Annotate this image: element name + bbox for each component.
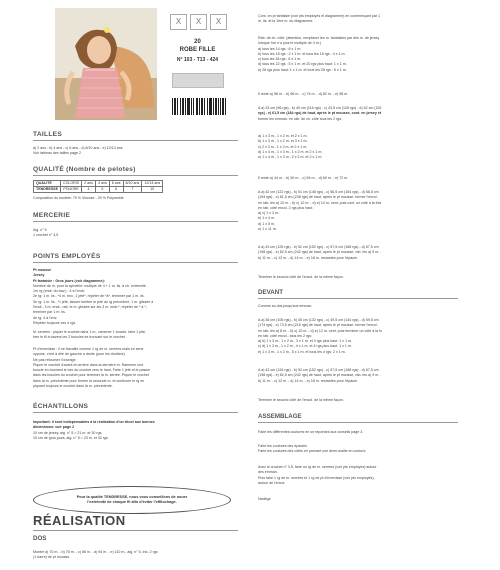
paragraph: [258, 190, 381, 232]
table-cell: 4 ans: [95, 181, 109, 187]
dos-text: [33, 550, 158, 561]
paragraph: [258, 465, 377, 486]
paragraph: Comme au dos jusqu'aux emman.: [258, 304, 313, 308]
text-line: A a) 43 cm (126 rgs) - b) 52 cm (152 rgs) - c) 57,5 cm (168 rgs) - d) 67,5 cm: [258, 368, 379, 372]
text-line: 1 crochet n° 3,5: [33, 233, 59, 238]
table-cell: 10: [142, 187, 163, 193]
text-line: b) 11 m. - c) 12 m. - d) 14 m. - e) 18 m. restantes pour l'épaule.: [258, 255, 359, 260]
text-line: Ne pas retourner l'ouvrage.: [33, 357, 77, 362]
points-title: POINTS EMPLOYÉS: [33, 253, 101, 260]
paragraph: Il reste a) 58 m. - b) 66 m. - c) 74 m. - d) 82 m. - e) 98 m.: [258, 92, 349, 96]
text-line: (198 rgs) - e) 82,5 cm (242 rgs) de haut, après le pt mousse, rab. les a) 9 m. -: [258, 250, 382, 255]
paragraph: [258, 14, 380, 25]
paragraph: [258, 318, 382, 355]
text-line: e) 28 rgs plus haut: 1 x 1 m. et tous les 26 rgs : 5 x 1 m.: [258, 67, 347, 72]
realisation-title: RÉALISATION: [33, 513, 126, 528]
table-cell: 6 ans: [109, 181, 123, 187]
text-line: b) 11 m. - c) 12 m. - d) 14 m. - e) 18 m. restantes pour l'épaule.: [258, 378, 359, 383]
text-line: Faire les coutures des côtés en prenant une demi-maille en couture.: [258, 449, 367, 454]
text-line: Cont. en pt fantaisie (voir pts employés et diagramme) en commençant par 1: [258, 14, 381, 18]
text-line: b) 1 x 4 m.: [258, 216, 275, 221]
text-line: en rab. côté encol., tous les 2 rgs:: [258, 333, 312, 338]
text-line: A a) 36 cm (106 rgs) - b) 45 cm (132 rgs) - c) 49,5 cm (144 rgs) - d) 59,5 cm: [258, 318, 379, 322]
divider: [33, 262, 238, 263]
text-line: c) tous les 18 rgs : 6 x 1 m.: [258, 57, 302, 62]
divider: [258, 298, 458, 299]
paragraph: [258, 444, 366, 455]
text-line: Pt mousse: [33, 268, 52, 272]
table-cell: 4: [82, 187, 96, 193]
table-row: [34, 187, 163, 193]
text-line: rgs) - e) 61,5 cm (184 rgs) de haut, après le pt mousse, cont. en jersey et: [258, 111, 382, 116]
text-line: b) 1 x 3 m., 1 x 2 m. et 3 x 1 m.: [258, 139, 308, 144]
text-line: Monter a) 70 m. - b) 78 m. - c) 86 m. - d) 94 m. - e) 110 m., aig. n° 5. trio. 2 rgs: [33, 550, 158, 554]
model-ref: N° 103 - T13 - 424: [176, 57, 219, 63]
text-line: d) 1 x 5 m.: [258, 221, 275, 226]
text-line: c) 2 x 3 m., 1 x 2 m. et 2 x 1 m.: [258, 144, 308, 149]
text-line: l'endr., 3 m. endr., rab. le m. glissée sur les 3 m. endr.*; répéter de * à *;: [33, 305, 147, 310]
text-line: M. serrées : piquer le crochet dans 1 m., ramener 1 boucle, faire 1 jeté,: [33, 330, 147, 334]
signature: Nadège: [258, 497, 271, 501]
text-line: boucle en tournant le bec du crochet vers le haut. Faire 1 jeté et le passer: [33, 368, 151, 373]
text-line: c) d) 1 x 3 m., 1 x 2 m., 4 x 1 m. et 4 rgs plus haut: 1 x 1 m.: [258, 344, 352, 349]
paragraph: Il reste a) 44 m. - b) 50 m. - c) 54 m. - d) 60 m. - e) 72 m.: [258, 176, 349, 180]
text-line: 10 cm de gros jours, aig. n° 5 = 23 m. et 32 rgs.: [33, 435, 109, 440]
text-line: (1 barre) de pt mousse.: [33, 555, 71, 560]
text-line: en rab. côté encol. 2 rgs plus haut:: [258, 205, 314, 210]
text-line: d) 1 x 4 m., 1 x 3 m., 1 x 2 m. et 2 x 1 m.: [258, 149, 323, 154]
paragraph: [258, 245, 381, 261]
text-line: Pt d'écrevisse : Il se travaille comme 1 rg de m. serrées mais en sens: [33, 347, 144, 351]
paragraph: Terminer le second côté de l'encol. de la même façon.: [258, 398, 344, 402]
text-line: autour de l'encol.: [258, 480, 286, 485]
tendresse-tip-oval: [33, 486, 231, 514]
text-line: dimensions: voir page 2: [33, 425, 75, 430]
text-line: Jersey: [33, 273, 45, 278]
paragraph: Faire les différentes coutures en se reportant aux conseils page 3.: [258, 430, 364, 434]
text-line: A a) 33 cm (96 rgs) - b) 40 cm (116 rgs) - c) 43,5 cm (126 rgs) - d) 52 cm (152: [258, 106, 382, 110]
table-cell: QUALITE: [34, 181, 61, 187]
barcode-icon: [170, 96, 228, 120]
echantillons-title: ÉCHANTILLONS: [33, 403, 89, 410]
text-line: 10 cm de jersey, aig. n° 5 = 21 m. et 30 rgs.: [33, 430, 103, 435]
text-line: dans les boucles du crochet pour terminer la m. serrée. Piquer le crochet: [33, 373, 149, 378]
ecrevisse-text: [33, 347, 150, 389]
table-cell: 12/14 ans: [142, 181, 163, 187]
table-cell: 2 ans: [82, 181, 96, 187]
dos-title: DOS: [33, 535, 47, 542]
composition-text: Composition du modèle: 75 % Viscose - 25 % Polyamide: [33, 196, 124, 200]
text-line: dans la m. précédente pour former la seconde m. et continuer le rg en: [33, 378, 145, 383]
text-line: Avec le crochet n° 3,5, faire un rg de m. serrées (voir pts employés) autour: [258, 465, 377, 469]
header-box: X: [210, 14, 227, 30]
text-line: tirer le fil à travers les 2 boucles se trouvant sur le crochet.: [33, 335, 126, 340]
text-line: d) tous les 22 rgs : 5 x 1 m. et 20 rgs plus haut: 1 x 1 m.: [258, 62, 347, 67]
text-line: 1er rg (endr. du trav.) : 4 à l'endr.: [33, 289, 85, 294]
text-line: 2e rg: 1 m. lis., *4 m. env., 1 jeté*, répéter de *à*, terminer par 1 m. lis.: [33, 294, 145, 299]
model-photo: [55, 8, 157, 120]
tailles-title: TAILLES: [33, 131, 63, 138]
divider: [33, 175, 238, 176]
text-line: A a) 43 cm (126 rgs) - b) 52 cm (152 rgs) - c) 57,5 cm (168 rgs) - d) 67,5 cm: [258, 245, 379, 249]
text-line: lorsque l'on n'a plus le multiple de 4 m.): [258, 41, 321, 46]
text-line: 4e rg: 4 à l'env.: [33, 315, 58, 320]
mercerie-title: MERCERIE: [33, 212, 71, 219]
mercerie-text: [33, 228, 58, 239]
model-number: 20: [194, 39, 201, 45]
assemblage-title: ASSEMBLAGE: [258, 413, 302, 420]
tailles-text: [33, 146, 123, 157]
table-cell: 8/10 ans: [123, 181, 142, 187]
mailles-serrees-text: [33, 330, 146, 341]
devant-title: DEVANT: [258, 289, 283, 296]
text-line: piquant toujours le crochet dans la m. précédente.: [33, 384, 113, 389]
text-line: A a) 42 cm (122 rgs) - b) 51 cm (148 rgs) - c) 56,5 cm (164 rgs) - d) 66,5 cm: [258, 190, 379, 194]
divider: [33, 530, 238, 531]
text-line: e) 1 x 4 m., 1 x 3 m., 2 x 2 m. et 2 x 1 m.: [258, 155, 323, 160]
points-text: [33, 268, 153, 326]
text-line: Aig. n° 5: [33, 228, 47, 232]
text-line: Faire les coutures des épaules: [258, 444, 307, 448]
header-box: X: [170, 14, 187, 30]
divider: [258, 422, 458, 423]
text-line: Répéter toujours ces 4 rgs.: [33, 320, 77, 325]
paragraph: Terminer le second côté de l'encol. de la même façon.: [258, 275, 344, 279]
text-line: Piquer le crochet d'avant en arrière dans la dernière m. Ramener une: [33, 362, 144, 367]
qualite-title: QUALITÉ (Nombre de pelotes): [33, 166, 136, 173]
text-line: a) c) 1 x 3 m.: [258, 211, 279, 216]
text-line: (174 rgs) - e) 73,5 cm (216 rgs) de haut, après le pt mousse, former l'encol.: [258, 323, 378, 328]
paragraph: [258, 368, 381, 384]
paragraph: [258, 36, 379, 73]
text-line: (194 rgs) - e) 81,5 cm (238 rgs) de haut, après le pt mousse, former l'encol.: [258, 195, 378, 200]
table-cell: 5: [95, 187, 109, 193]
table-cell: POUDRE: [60, 187, 81, 193]
table-cell: 6: [109, 187, 123, 193]
text-line: en rab. les a) 8 m. - b) c) 10 m. - d) e) 12 m. cent. puis terminer un côté à la fo: [258, 328, 383, 333]
qualite-table: [33, 180, 163, 193]
text-line: e) 1 x 11 m.: [258, 227, 277, 232]
brand-logo-box: [172, 73, 224, 88]
text-line: Important: Il sont indispensables à la réalisation d'un tricot aux bonnes: [33, 420, 155, 424]
text-line: former les emman. en rab. de ch. côté tous les 2 rgs:: [258, 116, 343, 121]
text-line: Pour la qualité TENDRESSE, nous vous conseillons de nouer: [76, 495, 188, 499]
header-boxes: [170, 14, 227, 30]
text-line: a) b) 1 x 3 m., 1 x 2 m., 3 x 1 m. et 4 rgs plus haut: 1 x 1 m.: [258, 339, 353, 344]
text-line: Puis faire 1 rg de m. serrées et 1 rg de pt d'écrevisse (voir pts employés),: [258, 475, 375, 480]
text-line: e) 1 x 3 m., 1 x 2 m., 5 x 1 m. et tous les 4 rgs: 2 x 1 m.: [258, 349, 346, 354]
echantillons-text: [33, 420, 155, 441]
text-line: b) tous les 18 rgs : 2 x 1 m. et tous les 16 rgs : 4 x 1 m.: [258, 51, 346, 56]
text-line: des emman.: [258, 470, 278, 475]
text-line: Voir tableau des tailles page 2: [33, 151, 81, 156]
header-box: X: [190, 14, 207, 30]
text-line: a) 1 x 3 m., 1 x 2 m. et 2 x 1 m.: [258, 134, 308, 138]
divider: [33, 412, 238, 413]
text-line: terminer par 1 m. lis.: [33, 310, 66, 315]
text-line: (198 rgs) - e) 82,5 cm (242 rgs) de haut, après le pt mousse, rab. les a) 9 m. -: [258, 373, 382, 378]
model-name: ROBE FILLE: [179, 47, 216, 53]
text-line: a) tous les 14 rgs : 6 x 1 m.: [258, 46, 302, 51]
text-line: en rab. les a) 10 m. - b) c) 12 m. - d) e) 14 m. cent. puis cont. un côté à la fois: [258, 200, 382, 205]
divider: [33, 140, 238, 141]
divider: [33, 221, 238, 222]
text-line: Rab. de ch. côté: (attention, remplacer les m. fantaisies par des m. de jersey: [258, 36, 380, 40]
text-line: a) 2 ans - b) 4 ans - c) 6 ans - d) 8/10 ans - e) 12/14 ans: [33, 146, 123, 150]
text-line: 3e rg: 1 m. lis., *1 jeté, laisser tomber le jeté du rg précédent, 1 m. glissée à: [33, 299, 154, 304]
table-cell: COLORIS: [60, 181, 81, 187]
text-line: Pt fantaisie : Gros jours (voir diagramme):: [33, 278, 105, 283]
text-line: opposé, c'est à dire de gauche à droite (pour les droitiers): [33, 352, 125, 357]
paragraph: [258, 134, 322, 160]
text-line: m. lis. et la 1ère m. du diagramme.: [258, 19, 314, 24]
text-line: l'extrémité de chaque fil afin d'éviter l'effilochage.: [87, 500, 177, 504]
paragraph: [258, 106, 382, 122]
text-line: Nombre de m. pour la symétrie: multiple de 4 + 1 m. lis. à ch. extrémité.: [33, 283, 147, 288]
table-cell: TENDRESSE: [34, 187, 61, 193]
table-cell: 7: [123, 187, 142, 193]
